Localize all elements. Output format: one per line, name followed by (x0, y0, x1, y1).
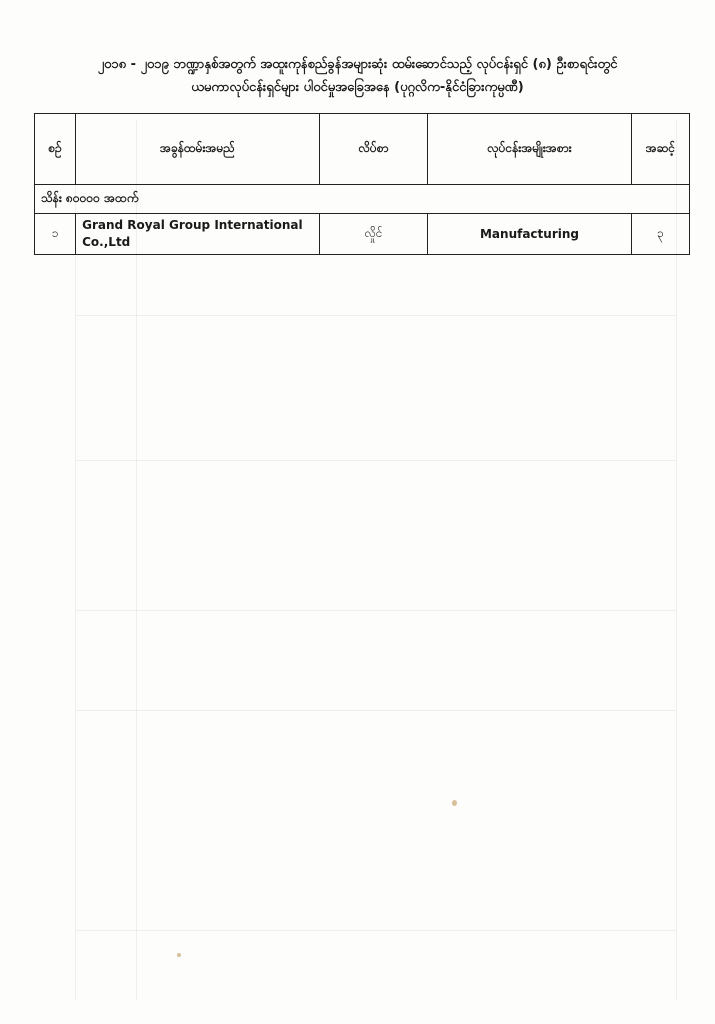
cell-name-line-2: Co.,Ltd (82, 235, 131, 249)
cell-no: ၁ (35, 214, 76, 255)
header-address: လိပ်စာ (319, 114, 427, 185)
taxpayer-table (34, 113, 690, 255)
document-title-line-2: ယမကာလုပ်ငန်းရှင်များ ပါဝင်မှုအခြေအနေ (ပုဂ္ဂလိက-နိုင်ငံခြားကုမ္ပဏီ) (191, 80, 524, 95)
document-title-line-1: ၂၀၁၈ - ၂၀၁၉ ဘဏ္ဍာနှစ်အတွက် အထူးကုန်စည်ခွန်အများဆုံး ထမ်းဆောင်သည့် လုပ်ငန်းရှင် (၈) ဦးစာရင်းတွင် (97, 57, 618, 72)
table-header-row (35, 114, 690, 185)
table-row (35, 214, 690, 255)
paper-speck (452, 800, 457, 806)
cell-address: လှိုင် (319, 214, 427, 255)
header-business-type: လုပ်ငန်းအမျိုးအစား (428, 114, 632, 185)
header-name: အခွန်ထမ်းအမည် (76, 114, 320, 185)
section-label: သိန်း ၈၀၀၀၀ အထက် (35, 185, 690, 214)
paper-speck (177, 953, 181, 957)
section-row (35, 185, 690, 214)
header-rank: အဆင့် (631, 114, 689, 185)
cell-business-type: Manufacturing (428, 214, 632, 255)
header-no: စဉ် (35, 114, 76, 185)
cell-name-line-1: Grand Royal Group International (82, 218, 303, 232)
cell-name (76, 214, 320, 255)
cell-rank: ၃ (631, 214, 689, 255)
